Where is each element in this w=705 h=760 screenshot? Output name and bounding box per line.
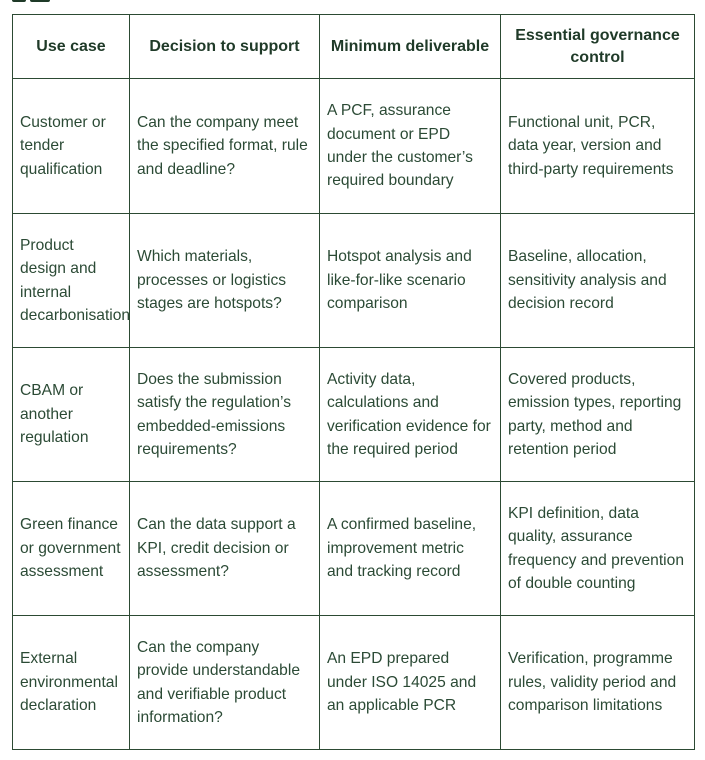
control-cell: Functional unit, PCR, data year, version and third-party requirements (501, 79, 695, 214)
header-row (13, 15, 695, 79)
header-governance-control: Essential governance control (501, 15, 695, 79)
header-use-case: Use case (13, 15, 130, 79)
control-cell: KPI definition, data quality, assurance frequency and prevention of double counting (501, 482, 695, 616)
decision-cell: Can the company provide understandable and verifiable product information? (130, 616, 320, 750)
deliverable-cell: Activity data, calculations and verification evidence for the required period (320, 348, 501, 482)
table-row (13, 348, 695, 482)
deliverable-cell: Hotspot analysis and like-for-like scenario comparison (320, 214, 501, 348)
decision-cell: Can the data support a KPI, credit decision or assessment? (130, 482, 320, 616)
header-decision-to-support: Decision to support (130, 15, 320, 79)
table-row (13, 616, 695, 750)
decision-cell: Can the company meet the specified format, rule and deadline? (130, 79, 320, 214)
deliverable-cell: An EPD prepared under ISO 14025 and an applicable PCR (320, 616, 501, 750)
header-minimum-deliverable: Minimum deliverable (320, 15, 501, 79)
use-case-table (12, 14, 695, 750)
decision-cell: Does the submission satisfy the regulation’s embedded-emissions requirements? (130, 348, 320, 482)
use-case-cell: Green finance or government assessment (13, 482, 130, 616)
control-cell: Baseline, allocation, sensitivity analysis and decision record (501, 214, 695, 348)
table-row (13, 482, 695, 616)
deliverable-cell: A PCF, assurance document or EPD under the customer’s required boundary (320, 79, 501, 214)
table-row (13, 214, 695, 348)
use-case-cell: CBAM or another regulation (13, 348, 130, 482)
deliverable-cell: A confirmed baseline, improvement metric and tracking record (320, 482, 501, 616)
use-case-cell: Product design and internal decarbonisation (13, 214, 130, 348)
use-case-cell: External environmental declaration (13, 616, 130, 750)
control-cell: Verification, programme rules, validity period and comparison limitations (501, 616, 695, 750)
decision-cell: Which materials, processes or logistics stages are hotspots? (130, 214, 320, 348)
control-cell: Covered products, emission types, reporting party, method and retention period (501, 348, 695, 482)
use-case-cell: Customer or tender qualification (13, 79, 130, 214)
heading-fragment (12, 0, 58, 2)
table-row (13, 79, 695, 214)
